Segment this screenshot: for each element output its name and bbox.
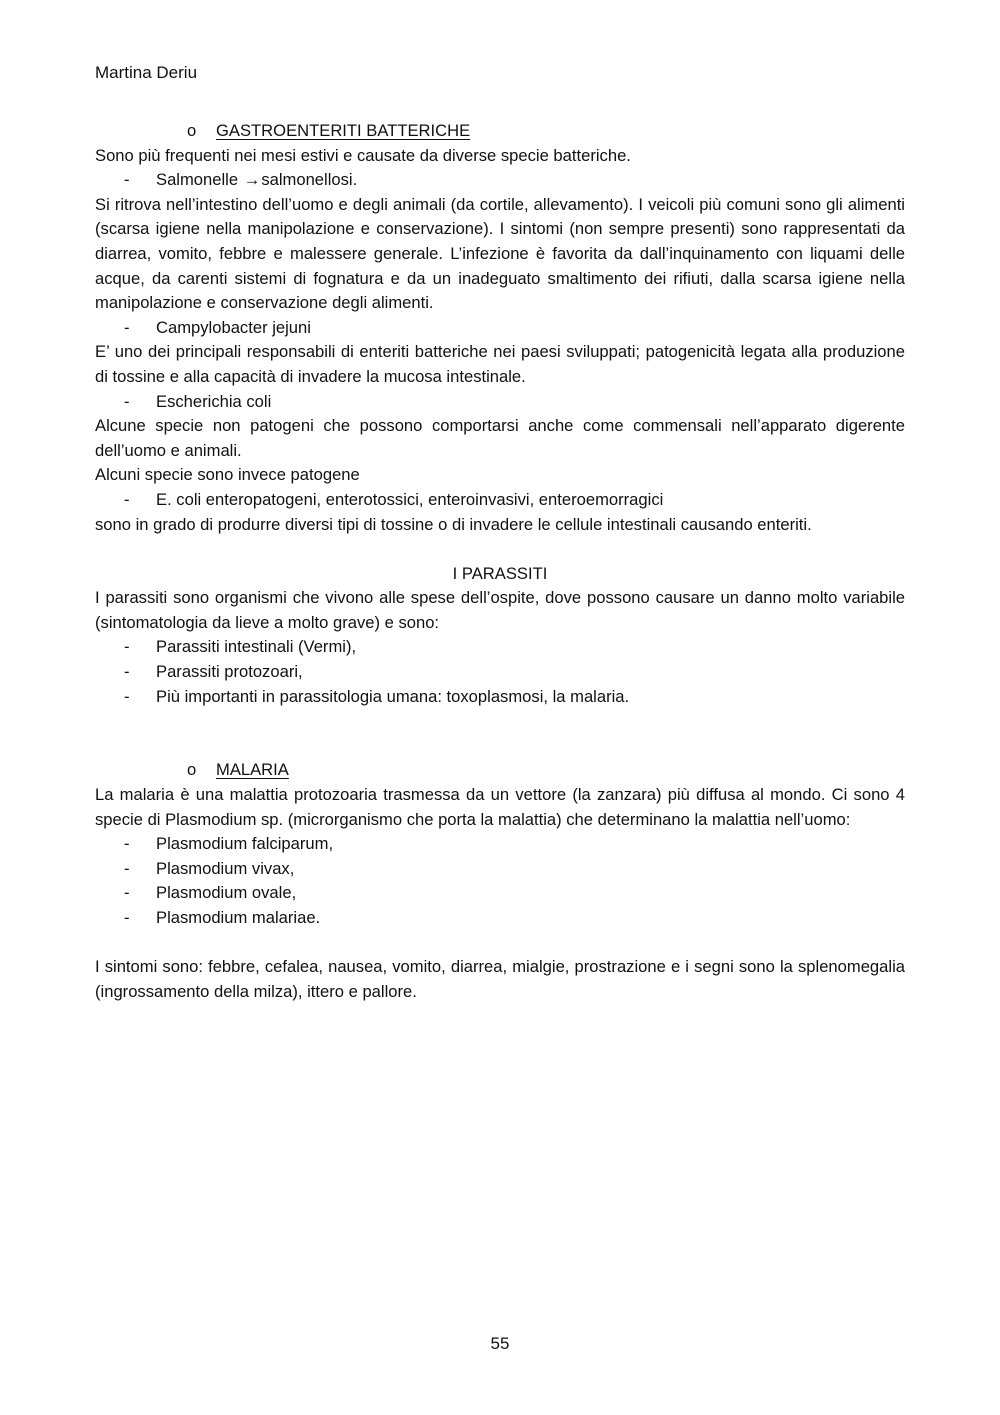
list-item-campylobacter [95, 316, 905, 341]
list-item-text: Campylobacter jejuni [156, 317, 311, 337]
spacer [95, 709, 905, 758]
list-item-salmonella [95, 168, 905, 193]
list-item-ecoli-types [95, 488, 905, 513]
paragraph: Sono più frequenti nei mesi estivi e causate da diverse specie batteriche. [95, 145, 631, 165]
list-item-text: Plasmodium malariae. [156, 908, 321, 927]
dash-bullet-icon: - [124, 834, 130, 854]
list-item [95, 635, 905, 660]
dash-bullet-icon: - [124, 170, 130, 190]
spacer [95, 931, 905, 956]
paragraph: I parassiti sono organismi che vivono alle spese dell’ospite, dove possono causare un danno molto variabile (sintomatologia da lieve a molto grave) e sono: [95, 588, 905, 632]
list-item [95, 832, 905, 857]
header-author: Martina Deriu [95, 63, 198, 82]
spacer [95, 537, 905, 562]
list-item [95, 881, 905, 906]
list-item [95, 660, 905, 685]
list-item-text: Più importanti in parassitologia umana: toxoplasmosi, la malaria. [156, 686, 630, 706]
list-item-text: E. coli enteropatogeni, enterotossici, enteroinvasivi, enteroemorragici [156, 489, 664, 509]
section-heading-gastroenteriti [95, 119, 905, 144]
dash-bullet-icon: - [124, 489, 130, 509]
paragraph: La malaria è una malattia protozoaria trasmessa da un vettore (la zanzara) più diffusa al mondo. Ci sono 4 specie di Plasmodium sp. (microrganismo che porta la malattia) che determinano la malattia nell’uomo: [95, 785, 905, 829]
dash-bullet-icon: - [124, 686, 130, 706]
paragraph: E’ uno dei principali responsabili di enteriti batteriche nei paesi sviluppati; patogenicità legata alla produzione di tossine e alla capacità di invadere la mucosa intestinale. [95, 342, 905, 386]
section-title-parassiti: I PARASSITI [452, 563, 548, 583]
paragraph: Alcune specie non patogeni che possono comportarsi anche come commensali nell’apparato digerente dell’uomo e animali. [95, 416, 905, 460]
dash-bullet-icon: - [124, 317, 130, 337]
section-title: MALARIA [216, 760, 289, 780]
page-number: 55 [490, 1334, 510, 1353]
list-item-text: salmonellosi. [261, 170, 358, 190]
page-content [95, 119, 905, 1004]
list-item-text: Plasmodium vivax, [156, 858, 295, 878]
section-heading-malaria [95, 758, 905, 783]
list-item [95, 906, 905, 931]
circle-bullet-icon: o [187, 121, 197, 140]
list-item-escherichia [95, 390, 905, 415]
list-item [95, 857, 905, 882]
dash-bullet-icon: - [124, 883, 130, 903]
list-item-text: Parassiti intestinali (Vermi), [156, 637, 357, 657]
paragraph: I sintomi sono: febbre, cefalea, nausea, vomito, diarrea, mialgie, prostrazione e i segni sono la splenomegalia (ingrossamento della milza), ittero e pallore. [95, 957, 905, 1001]
right-arrow-icon: → [243, 170, 261, 190]
list-item [95, 685, 905, 710]
dash-bullet-icon: - [124, 637, 130, 657]
list-item-text: Escherichia coli [156, 391, 272, 411]
list-item-text: Plasmodium ovale, [156, 883, 297, 903]
section-title: GASTROENTERITI BATTERICHE [216, 121, 471, 140]
dash-bullet-icon: - [124, 908, 130, 927]
dash-bullet-icon: - [124, 858, 130, 878]
dash-bullet-icon: - [124, 662, 130, 682]
dash-bullet-icon: - [124, 391, 130, 411]
circle-bullet-icon: o [187, 760, 197, 780]
list-item-text: Parassiti protozoari, [156, 662, 303, 682]
paragraph: Si ritrova nell’intestino dell’uomo e degli animali (da cortile, allevamento). I veicoli più comuni sono gli alimenti (scarsa igiene nella manipolazione e conservazione). I sintomi (non sempre presenti) sono rappresentati da diarrea, vomito, febbre e malessere generale. L’infezione è favorita da dall’inquinamento con liquami delle acque, da carenti sistemi di fognatura e da un inadeguato smaltimento dei rifiuti, dalla scarsa igiene nella manipolazione e conservazione degli alimenti. [95, 194, 905, 313]
paragraph: Alcuni specie sono invece patogene [95, 465, 360, 485]
paragraph: sono in grado di produrre diversi tipi di tossine o di invadere le cellule intestinali causando enteriti. [95, 514, 812, 534]
list-item-text: Plasmodium falciparum, [156, 834, 334, 854]
list-item-text: Salmonelle [156, 170, 239, 190]
